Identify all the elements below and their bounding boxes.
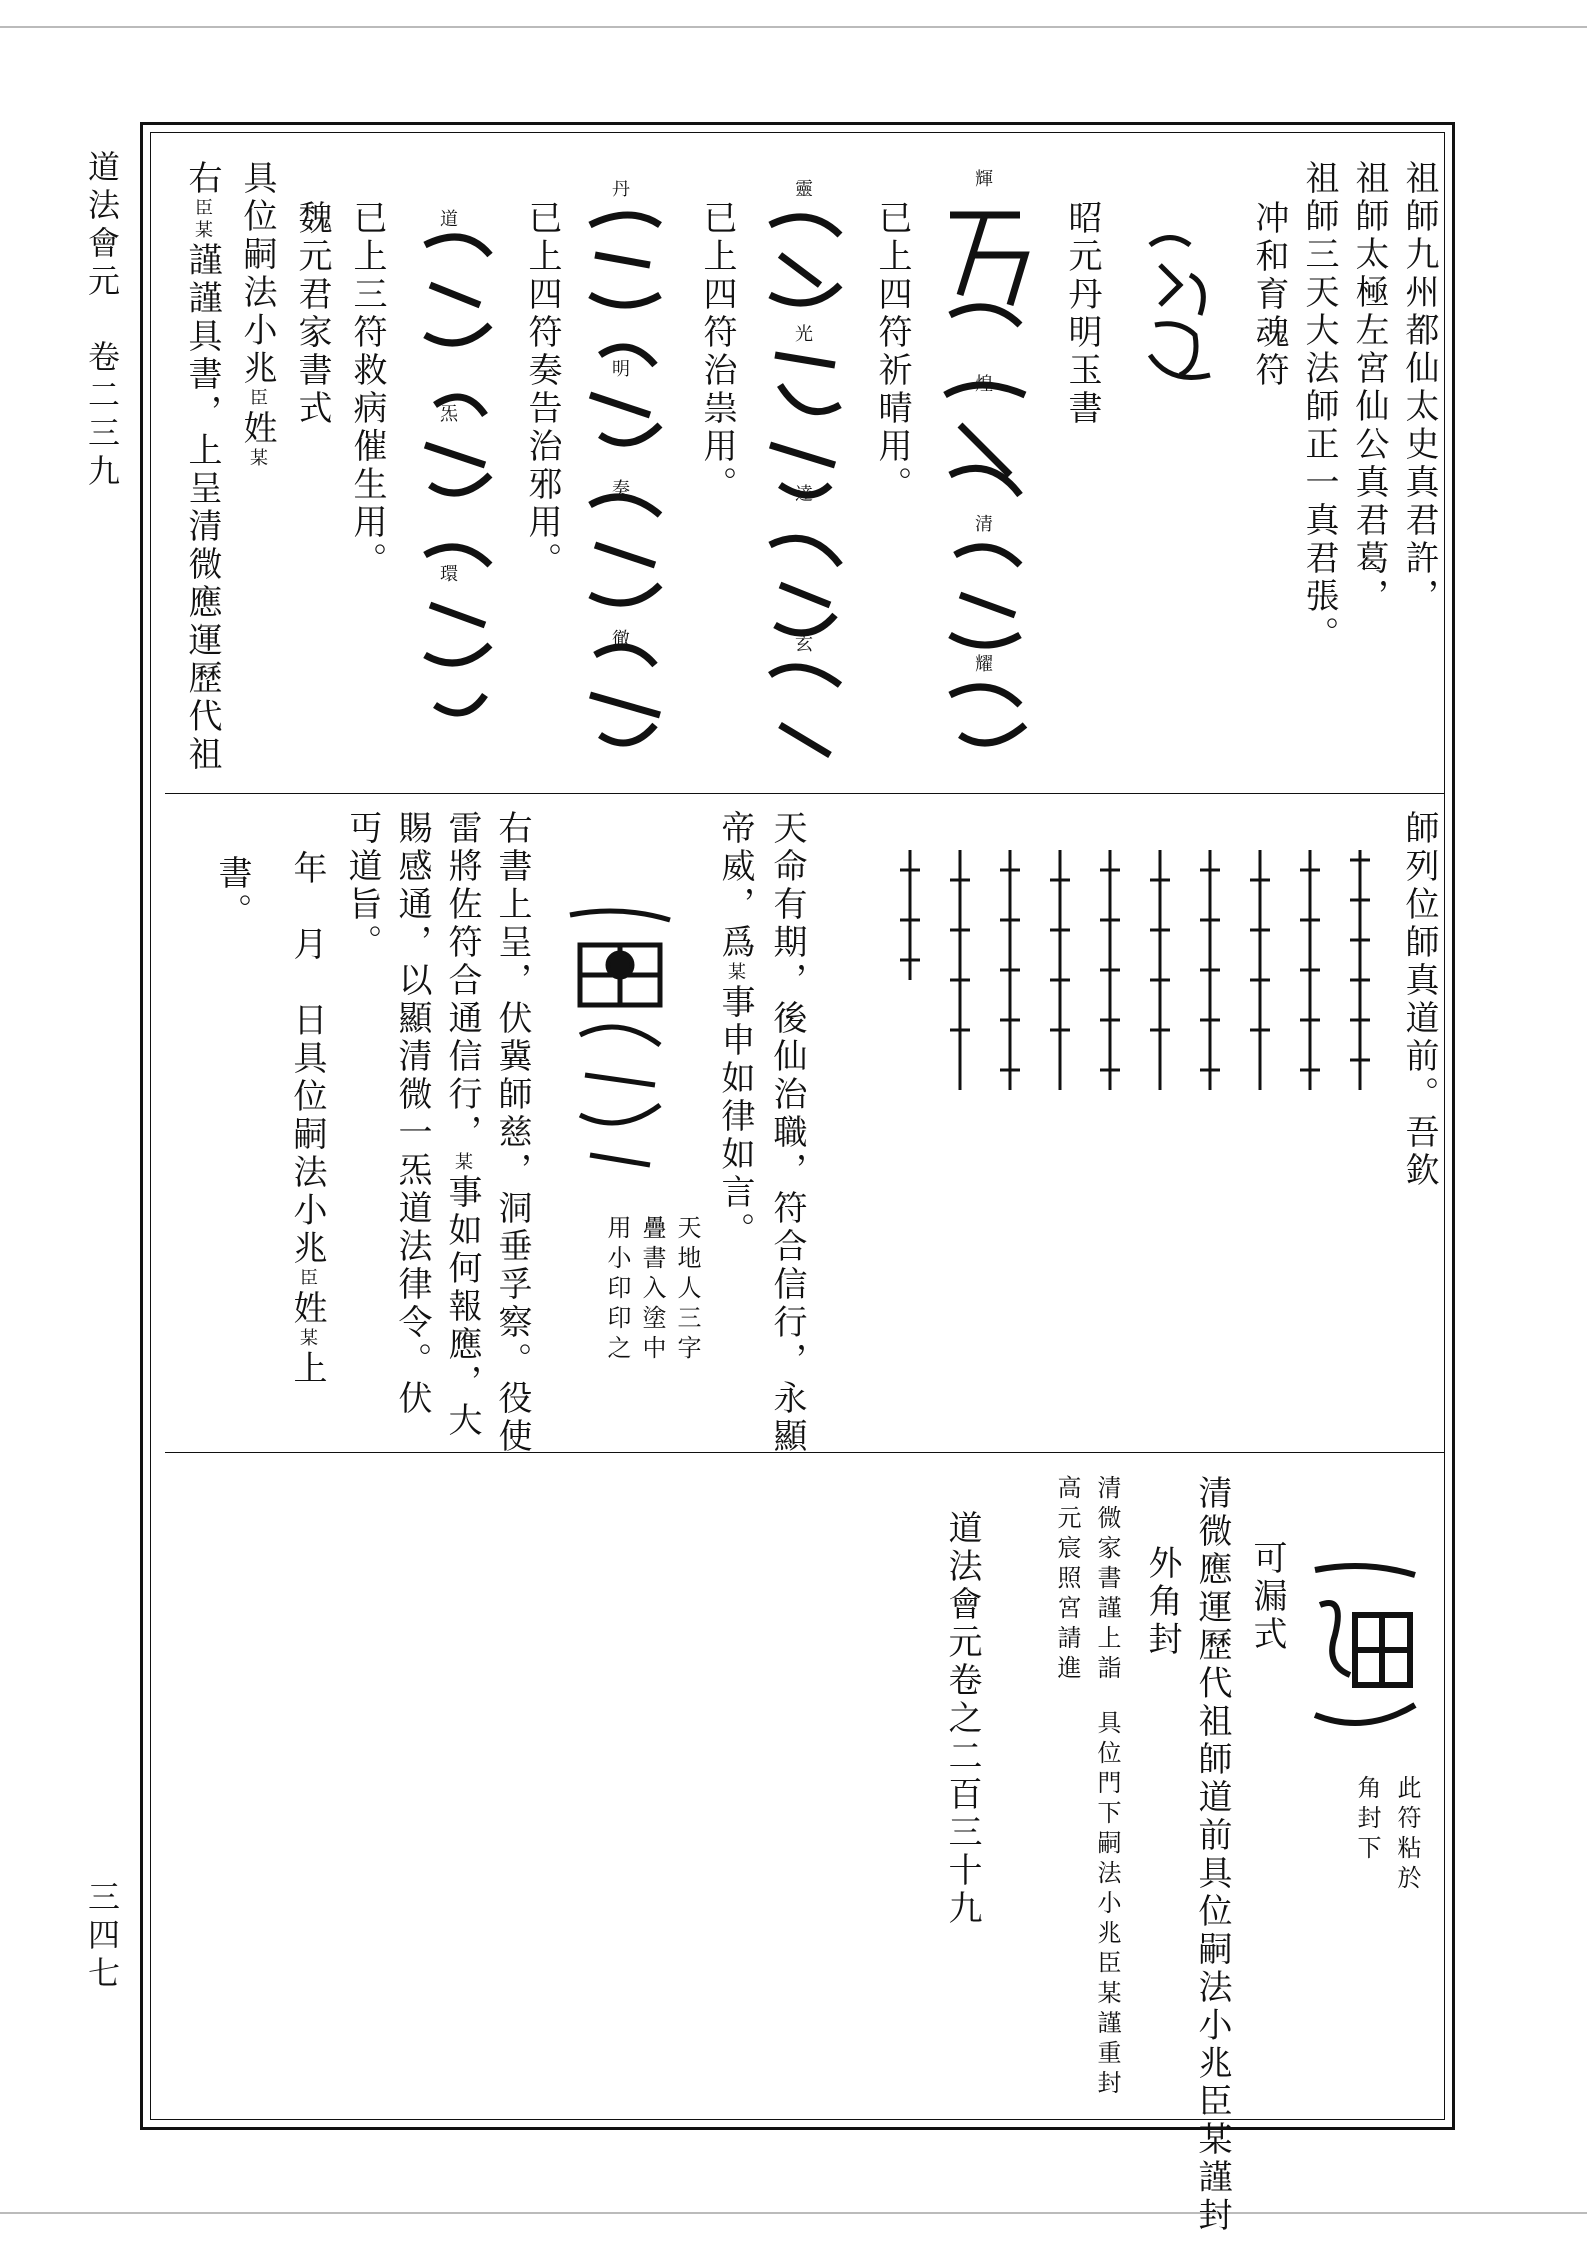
page-number: 三四七 — [83, 1880, 121, 1994]
text-column: 師列位師真道前。吾欽 — [1399, 810, 1439, 1190]
text-column — [182, 160, 222, 774]
glyph-label: 明 — [612, 359, 630, 380]
talisman-glyph — [750, 205, 860, 775]
small-note: 某 — [452, 1152, 473, 1174]
usage-note: 已上四符治祟用。 — [697, 200, 737, 504]
text-column: 丏道旨。 — [342, 810, 382, 962]
divider-1 — [165, 793, 1445, 794]
small-note: 某 — [297, 1328, 318, 1350]
text-column: 天命有期，後仙治職，符合信行，永顯 — [767, 810, 807, 1456]
glyph-label: 奏 — [612, 479, 630, 500]
small-note: 某 — [725, 962, 746, 984]
glyph-label: 煌 — [975, 374, 993, 395]
small-note: 臣某 — [192, 198, 213, 242]
seal-note: 天地人三字 — [673, 1215, 701, 1365]
usage-note: 已上四符祈晴用。 — [872, 200, 912, 504]
text-column: 書。 — [212, 855, 252, 931]
form-title: 魏元君家書式 — [292, 200, 332, 428]
text-column — [287, 850, 327, 1388]
usage-note: 已上四符奏告治邪用。 — [522, 200, 562, 580]
talisman-glyph — [1140, 225, 1220, 395]
text-column: 右書上呈，伏冀師慈，洞垂孚察。役使 — [492, 810, 532, 1456]
book-title: 道法會元 卷二三九 — [83, 150, 121, 492]
text-segment: 姓 — [287, 1290, 327, 1328]
glyph-label: 玄 — [795, 634, 813, 655]
text-column: 高元宸照宮請進 — [1053, 1475, 1081, 1685]
glyph-label: 輝 — [975, 169, 993, 190]
text-segment: 事如何報應，大 — [442, 1174, 482, 1440]
glyph-label: 炁 — [440, 404, 458, 425]
talisman-title: 冲和育魂符 — [1249, 200, 1289, 390]
glyph-label: 清 — [975, 514, 993, 535]
talisman-glyph — [570, 205, 680, 765]
talisman-glyph — [930, 195, 1040, 765]
colophon: 道法會元卷之二百三十九 — [942, 1510, 982, 1928]
section-title: 外角封 — [1142, 1545, 1182, 1659]
top-rule — [0, 26, 1587, 28]
text-column — [715, 810, 755, 1250]
small-note: 臣 — [247, 388, 268, 410]
glyph-label: 光 — [795, 324, 813, 345]
text-column: 祖師三天大法師正一真君張。 — [1299, 160, 1339, 654]
glyph-label: 環 — [440, 564, 458, 585]
text-column: 祖師九州都仙太史真君許， — [1399, 160, 1439, 616]
text-segment: 年 月 日具位嗣法小兆 — [287, 850, 327, 1268]
seal-note: 疊書入塗中 — [638, 1215, 666, 1365]
text-segment: 上 — [287, 1350, 327, 1388]
text-segment: 謹謹具書，上呈清微應運歷代祖 — [182, 242, 222, 774]
seal-note: 用小印印之 — [603, 1215, 631, 1365]
bottom-rule — [0, 2212, 1587, 2214]
small-note: 臣 — [297, 1268, 318, 1290]
text-column: 具位門下嗣法小兆臣某謹重封 — [1093, 1710, 1121, 2100]
section-title: 可漏式 — [1247, 1540, 1287, 1654]
text-column: 清微家書謹上詣 — [1093, 1475, 1121, 1685]
text-column: 賜感通，以顯清微一炁道法律令。伏 — [392, 810, 432, 1418]
text-segment: 右 — [182, 160, 222, 198]
small-note: 某 — [247, 448, 268, 470]
text-column: 清微應運歷代祖師道前具位嗣法小兆臣某謹封 — [1192, 1475, 1232, 2235]
text-segment: 雷將佐符合通信行， — [442, 810, 482, 1152]
glyph-label: 徹 — [612, 629, 630, 650]
text-column — [237, 160, 277, 470]
text-column — [442, 810, 482, 1440]
leakage-seal — [1305, 1555, 1425, 1755]
glyph-label: 道 — [440, 209, 458, 230]
talisman-glyph — [405, 225, 505, 735]
text-segment: 事申如律如言。 — [715, 984, 755, 1250]
usage-note: 已上三符救病催生用。 — [347, 200, 387, 580]
glyph-label: 耀 — [975, 654, 993, 675]
text-segment: 具位嗣法小兆 — [237, 160, 277, 388]
seal-note: 角封下 — [1353, 1775, 1381, 1865]
text-segment: 帝威，爲 — [715, 810, 755, 962]
text-segment: 姓 — [237, 410, 277, 448]
secret-characters — [880, 840, 1380, 1100]
text-column: 祖師太極左宮仙公真君葛， — [1349, 160, 1389, 616]
seal-note: 此符粘於 — [1393, 1775, 1421, 1895]
seal-stamp — [560, 905, 680, 1185]
glyph-label: 達 — [795, 484, 813, 505]
glyph-label: 丹 — [612, 179, 630, 200]
glyph-label: 靈 — [795, 179, 813, 200]
talisman-title: 昭元丹明玉書 — [1062, 200, 1102, 428]
